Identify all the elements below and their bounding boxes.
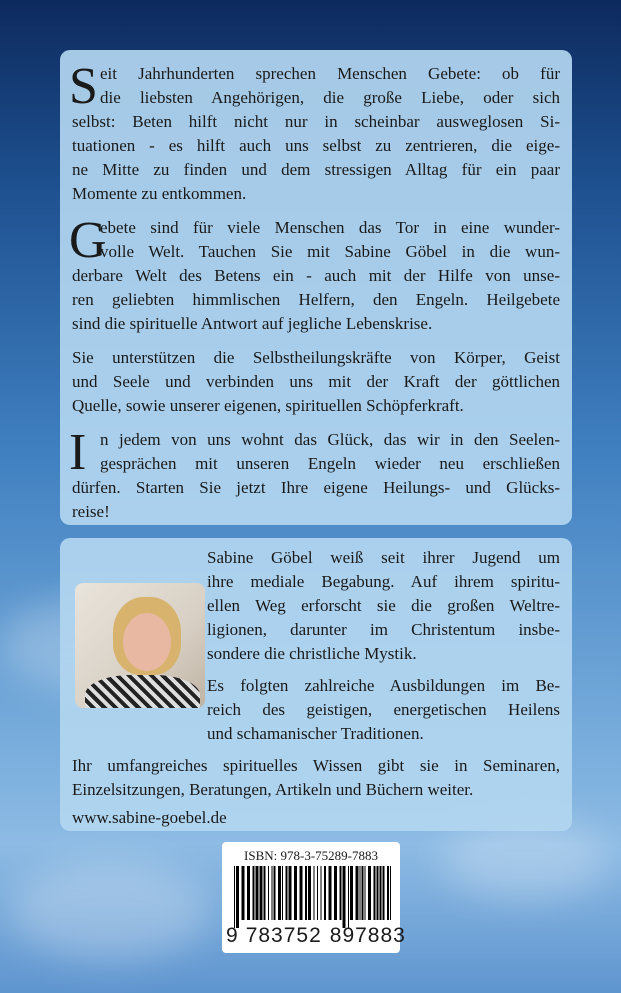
text-line: ihre mediale Begabung. Auf ihrem spiritu- — [207, 572, 560, 591]
barcode-bar — [289, 866, 292, 920]
text-line: Einzelsitzungen, Beratungen, Artikeln und Büchern weiter. — [72, 780, 474, 799]
drop-cap: S — [69, 58, 98, 115]
paragraph — [69, 424, 560, 524]
text-line: tuationen - es hilft auch uns selbst zu zentrieren, die eige- — [72, 136, 560, 155]
barcode-bar — [390, 866, 391, 920]
paragraph — [69, 58, 560, 206]
text-line: ren geliebten himmlischen Helfern, den Engeln. Heilgebete — [72, 290, 560, 309]
barcode-bar — [278, 866, 281, 920]
text-line: Quelle, sowie unserer eigenen, spirituellen Schöpferkraft. — [72, 396, 464, 415]
barcode-bar — [348, 866, 349, 928]
text-line: und Seele und verbinden uns mit der Kraft der göttlichen — [72, 372, 560, 391]
text-line: sondere die christliche Mystik. — [207, 644, 417, 663]
barcode-bar — [329, 866, 332, 920]
text-line: eit Jahrhunderten sprechen Menschen Gebete: ob für — [100, 64, 560, 83]
barcode-bar — [368, 866, 371, 920]
barcode-digit: 783752 — [245, 924, 322, 947]
barcode-bar — [294, 866, 297, 920]
drop-cap: G — [69, 212, 107, 269]
paragraph — [72, 346, 560, 418]
text-line: ligionen, darunter im Christentum insbe- — [207, 620, 560, 639]
barcode-bar — [374, 866, 376, 920]
text-line: und schamanischer Traditionen. — [207, 724, 424, 743]
text-line: Sabine Göbel weiß seit ihrer Jugend um — [207, 548, 560, 567]
barcode-bar — [356, 866, 359, 920]
barcode-bar — [314, 866, 315, 920]
barcode-bar — [286, 866, 288, 920]
isbn-label: ISBN: 978-3-75289-7883 — [244, 848, 378, 863]
drop-cap: I — [69, 424, 87, 481]
barcode-bar — [380, 866, 382, 920]
text-line: Momente zu entkommen. — [72, 184, 247, 203]
barcode-bar — [360, 866, 361, 920]
text-line: n jedem von uns wohnt das Glück, das wir in den Seelen- — [100, 430, 560, 449]
barcode-bar — [253, 866, 255, 920]
barcode-bar — [272, 866, 273, 920]
paragraph — [207, 674, 560, 746]
text-line: volle Welt. Tauchen Sie mit Sabine Göbel in die wun- — [100, 242, 560, 261]
barcode-bar — [236, 866, 239, 928]
barcode-bar — [383, 866, 385, 920]
barcode-bar — [343, 866, 346, 928]
text-line: www.sabine-goebel.de — [72, 808, 227, 827]
barcode-digit: 9 — [226, 924, 238, 947]
barcode-bar — [234, 866, 235, 928]
barcode-bar — [321, 866, 322, 920]
paragraph — [207, 546, 560, 666]
barcode-bar — [308, 866, 311, 920]
paragraph — [72, 754, 560, 802]
author-photo — [75, 583, 205, 708]
barcode-bar — [350, 866, 353, 920]
barcode-bar — [282, 866, 283, 920]
blurb-panel — [60, 50, 572, 525]
barcode-bars — [234, 866, 392, 928]
text-line: dürfen. Starten Sie jetzt Ihre eigene Heilungs- und Glücks- — [72, 478, 560, 497]
barcode-bar — [387, 866, 389, 920]
text-line: die liebsten Angehörigen, die große Liebe, oder sich — [100, 88, 560, 107]
barcode-bar — [274, 866, 276, 920]
text-line: Sie unterstützen die Selbstheilungskräfte von Körper, Geist — [72, 348, 560, 367]
barcode-bar — [242, 866, 245, 920]
paragraph — [72, 806, 560, 830]
text-line: gesprächen mit unseren Engeln wieder neu erschließen — [100, 454, 560, 473]
text-line: ebete sind für viele Menschen das Tor in eine wunder- — [100, 218, 560, 237]
barcode-bar — [324, 866, 326, 920]
text-line: ne Mitte zu finden und dem stressigen Alltag für ein paar — [72, 160, 560, 179]
barcode-bar — [377, 866, 379, 920]
text-line: reise! — [72, 502, 110, 521]
barcode-bar — [264, 866, 266, 920]
barcode-bar — [247, 866, 250, 920]
barcode-bar — [305, 866, 307, 920]
barcode-bar — [260, 866, 263, 920]
barcode-bar — [365, 866, 366, 920]
text-line: Es folgten zahlreiche Ausbildungen im Be- — [207, 676, 560, 695]
barcode-bar — [334, 866, 337, 920]
text-line: sind die spirituelle Antwort auf jegliche Lebenskrise. — [72, 314, 433, 333]
text-line: Ihr umfangreiches spirituelles Wissen gibt sie in Seminaren, — [72, 756, 560, 775]
barcode-bar — [362, 866, 364, 920]
cloud — [10, 860, 210, 960]
text-line: reich des geistigen, energetischen Heilens — [207, 700, 560, 719]
isbn-barcode — [222, 842, 406, 953]
author-bio-panel — [60, 538, 572, 831]
text-line: selbst: Beten hilft nicht nur in scheinbar ausweglosen Si- — [72, 112, 560, 131]
barcode-bar — [340, 866, 342, 920]
barcode-bar — [317, 866, 318, 920]
barcode-digit: 897883 — [329, 924, 406, 947]
barcode-bar — [300, 866, 303, 920]
barcode-bar — [268, 866, 269, 920]
text-line: ellen Weg erforscht sie die großen Weltre- — [207, 596, 560, 615]
cloud — [440, 820, 610, 900]
paragraph — [69, 212, 560, 336]
text-line: derbare Welt des Betens ein - auch mit der Hilfe von unse- — [72, 266, 560, 285]
barcode-bar — [256, 866, 259, 920]
